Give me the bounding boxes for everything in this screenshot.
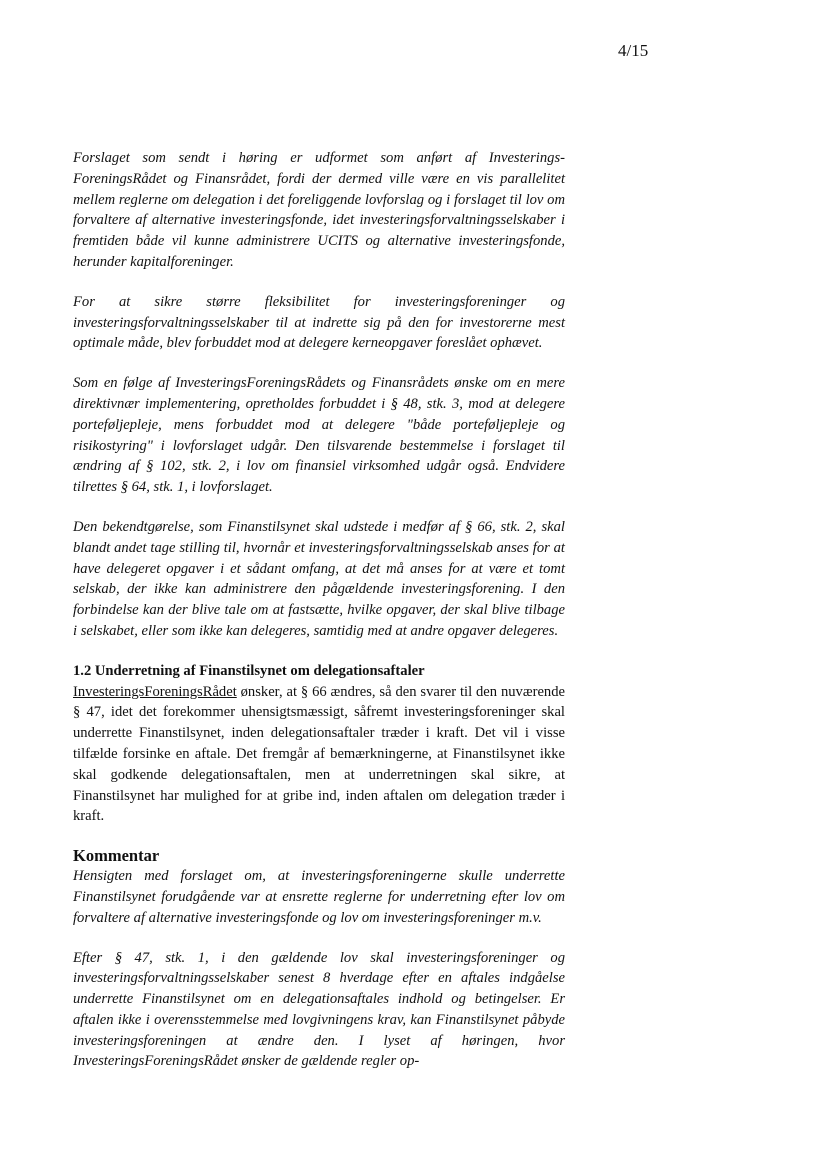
page-number: 4/15 bbox=[618, 41, 649, 60]
paragraph-directive-implementation: Som en følge af InvesteringsForeningsRådets og Finansrådets ønske om en mere direktivnær implementering, opretholdes forbuddet i § 48, stk. 3, mod at delegere porteføljepleje, mens forbuddet mod at delegere "både porteføljepleje og risikostyring" i lovforslaget udgår. Den tilsvarende bestemmelse i forslaget til ændring af § 102, stk. 2, i lov om finansiel virksomhed udgår også. Endvidere tilrettes § 64, stk. 1, i lovforslaget. bbox=[73, 375, 565, 496]
comment-heading: Kommentar bbox=[73, 846, 160, 866]
paragraph-executive-order: Den bekendtgørelse, som Finanstilsynet skal udstede i medfør af § 66, stk. 2, skal blandt andet tage stilling til, hvornår et investeringsforvaltningsselskab anses for at have delegeret opgaver i et sådant omfang, at det må anses for at være et tomt selskab, der ikke kan administrere den pågældende investeringsforening. I den forbindelse kan der blive tale om at fastsætte, hvilke opgaver, der skal blive tilbage i selskabet, eller som ikke kan delegeres, samtidig med at andre opgaver delegeres. bbox=[73, 518, 565, 639]
paragraph-proposal-background: Forslaget som sendt i høring er udformet som anført af Investerings-ForeningsRådet og Finansrådet, fordi der dermed ville være en vis parallelitet mellem reglerne om delegation i det foreliggende lovforslag og i forslaget til lov om forvaltere af alternative investeringsfonde, idet investeringsforvaltningsselskaber i fremtiden både vil kunne administrere UCITS og alternative investeringsfonde, herunder kapitalforeninger. bbox=[73, 150, 565, 270]
section-body bbox=[73, 682, 565, 828]
document-body bbox=[73, 148, 565, 1072]
paragraph-flexibility: For at sikre større fleksibilitet for investeringsforeninger og investeringsforvaltningsselskaber til at indrette sig på den for investorerne mest optimale måde, blev forbuddet mod at delegere kerneopgaver foreslået ophævet. bbox=[73, 293, 565, 352]
section-heading: 1.2 Underretning af Finanstilsynet om delegationsaftaler bbox=[73, 662, 425, 679]
organisation-link[interactable]: InvesteringsForeningsRådet bbox=[73, 683, 237, 700]
section-body-text: ønsker, at § 66 ændres, så den svarer til den nuværende § 47, idet det forekommer uhensigtsmæssigt, såfremt investeringsforeninger skal underrette Finanstilsynet, inden delegationsaftaler træder i kraft. Det vil i visse tilfælde forsinke en aftale. Det fremgår af bemærkningerne, at Finanstilsynet ikke skal godkende delegationsaftalen, men at underretningen skal sikre, at Finanstilsynet har mulighed for at gribe ind, inden aftalen om delegation træder i kraft. bbox=[73, 683, 565, 825]
comment-paragraph-current-law: Efter § 47, stk. 1, i den gældende lov skal investeringsforeninger og investeringsforvaltningsselskaber senest 8 hverdage efter en aftales indgåelse underrette Finanstilsynet om en delegationsaftales indhold og betingelser. Er aftalen ikke i overensstemmelse med lovgivningens krav, kan Finanstilsynet påbyde investeringsforeningen at ændre den. I lyset af høringen, hvor InvesteringsForeningsRådet ønsker de gældende regler op- bbox=[73, 949, 565, 1070]
comment-paragraph-intent: Hensigten med forslaget om, at investeringsforeningerne skulle underrette Finanstilsynet forudgående var at ensrette reglerne for underretning efter lov om forvaltere af alternative investeringsfonde og lov om investeringsforeninger m.v. bbox=[73, 868, 565, 926]
